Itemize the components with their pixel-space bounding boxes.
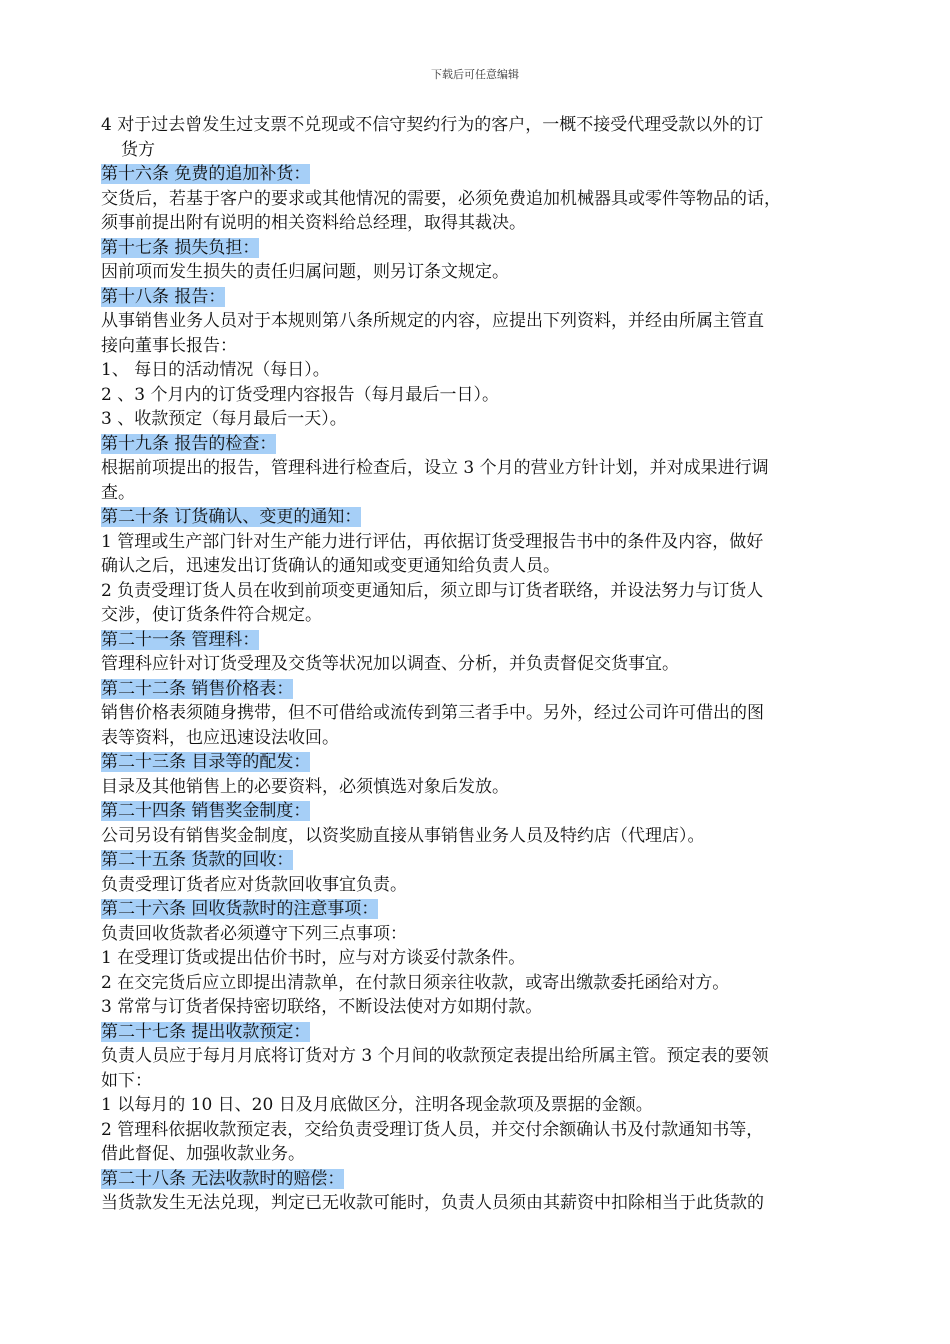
article-heading [101, 628, 861, 653]
body-line [101, 1093, 861, 1118]
body-line [101, 407, 861, 432]
body-line [101, 309, 861, 334]
body-line [101, 138, 861, 163]
body-line-text: 1 管理或生产部门针对生产能力进行评估，再依据订货受理报告书中的条件及内容，做好 [101, 531, 764, 552]
body-line [101, 334, 861, 359]
body-line-text: 如下： [101, 1070, 152, 1091]
article-heading [101, 505, 861, 530]
article-heading-text: 第二十一条 管理科： [101, 629, 260, 650]
article-heading-text: 第二十条 订货确认、变更的通知： [101, 507, 362, 527]
body-line-text: 管理科应针对订货受理及交货等状况加以调查、分析，并负责督促交货事宜。 [101, 654, 679, 674]
body-line-text: 1、 每日的活动情况（每日）。 [101, 360, 330, 380]
body-line-text: 借此督促、加强收款业务。 [101, 1144, 305, 1164]
article-heading [101, 162, 861, 187]
body-line-text: 1 以每月的 10 日、20 日及月底做区分，注明各现金款项及票据的金额。 [101, 1095, 653, 1115]
body-line-text: 交涉，使订货条件符合规定。 [101, 605, 322, 625]
body-line [101, 922, 861, 947]
body-line [101, 1118, 861, 1143]
body-line-text: 当货款发生无法兑现，判定已无收款可能时，负责人员须由其薪资中扣除相当于此货款的 [101, 1193, 764, 1213]
article-heading [101, 285, 861, 310]
body-line-text: 负责受理订货者应对货款回收事宜负责。 [101, 874, 407, 895]
body-line-text: 2 、3 个月内的订货受理内容报告（每月最后一日）。 [101, 384, 499, 405]
body-line [101, 1069, 861, 1094]
body-line-text: 须事前提出附有说明的相关资料给总经理，取得其裁决。 [101, 213, 526, 233]
body-line-text: 确认之后，迅速发出订货确认的通知或变更通知给负责人员。 [101, 556, 560, 576]
body-line [101, 652, 861, 677]
body-line [101, 775, 861, 800]
article-heading-text: 第二十二条 销售价格表： [101, 678, 294, 699]
body-line-text: 负责人员应于每月月底将订货对方 3 个月间的收款预定表提出给所属主管。预定表的要领 [101, 1046, 769, 1066]
body-line-text: 查。 [101, 482, 135, 503]
body-line-text: 接向董事长报告： [101, 335, 237, 356]
body-line [101, 1191, 861, 1216]
page-header: 下载后可任意编辑 [431, 68, 519, 81]
article-heading [101, 848, 861, 873]
body-line [101, 554, 861, 579]
article-heading-text: 第十八条 报告： [101, 286, 226, 307]
article-heading [101, 897, 861, 922]
article-heading-text: 第二十五条 货款的回收： [101, 850, 294, 870]
article-heading [101, 799, 861, 824]
article-heading-text: 第十七条 损失负担： [101, 237, 260, 258]
body-line-text: 负责回收货款者必须遵守下列三点事项： [101, 923, 407, 944]
body-line [101, 530, 861, 555]
body-line [101, 824, 861, 849]
body-line [101, 456, 861, 481]
body-line [101, 971, 861, 996]
body-line [101, 187, 861, 212]
body-line-text: 交货后，若基于客户的要求或其他情况的需要，必须免费追加机械器具或零件等物品的话， [101, 188, 781, 209]
article-heading-text: 第二十六条 回收货款时的注意事项： [101, 899, 379, 919]
article-heading [101, 750, 861, 775]
body-line [101, 383, 861, 408]
document-body [101, 113, 861, 1216]
body-line-text: 货方 [121, 139, 155, 160]
body-line-text: 4 对于过去曾发生过支票不兑现或不信守契约行为的客户，一概不接受代理受款以外的订 [101, 115, 764, 135]
body-line-text: 公司另设有销售奖金制度，以资奖励直接从事销售业务人员及特约店（代理店）。 [101, 825, 705, 846]
body-line [101, 113, 861, 138]
body-line-text: 根据前项提出的报告，管理科进行检查后，设立 3 个月的营业方针计划，并对成果进行调 [101, 458, 769, 478]
body-line-text: 2 管理科依据收款预定表，交给负责受理订货人员，并交付余额确认书及付款通知书等， [101, 1119, 764, 1140]
article-heading-text: 第二十四条 销售奖金制度： [101, 801, 311, 821]
article-heading-text: 第二十八条 无法收款时的赔偿： [101, 1168, 345, 1189]
body-line-text: 表等资料，也应迅速设法收回。 [101, 727, 339, 748]
article-heading [101, 1020, 861, 1045]
body-line-text: 2 负责受理订货人员在收到前项变更通知后，须立即与订货者联络，并设法努力与订货人 [101, 580, 764, 601]
body-line [101, 726, 861, 751]
body-line [101, 1044, 861, 1069]
body-line-text: 3 常常与订货者保持密切联络，不断设法使对方如期付款。 [101, 997, 543, 1017]
article-heading-text: 第十九条 报告的检查： [101, 433, 277, 454]
article-heading-text: 第十六条 免费的追加补货： [101, 164, 311, 184]
body-line [101, 579, 861, 604]
body-line-text: 从事销售业务人员对于本规则第八条所规定的内容，应提出下列资料，并经由所属主管直 [101, 311, 764, 331]
body-line-text: 2 在交完货后应立即提出清款单，在付款日须亲往收款，或寄出缴款委托函给对方。 [101, 972, 730, 993]
article-heading [101, 1167, 861, 1192]
body-line-text: 3 、收款预定（每月最后一天）。 [101, 409, 347, 429]
body-line [101, 995, 861, 1020]
article-heading-text: 第二十三条 目录等的配发： [101, 752, 311, 772]
article-heading [101, 677, 861, 702]
body-line [101, 701, 861, 726]
body-line-text: 1 在受理订货或提出估价书时，应与对方谈妥付款条件。 [101, 948, 526, 968]
body-line [101, 1142, 861, 1167]
body-line [101, 260, 861, 285]
body-line [101, 873, 861, 898]
body-line [101, 211, 861, 236]
body-line-text: 目录及其他销售上的必要资料，必须慎选对象后发放。 [101, 776, 509, 797]
article-heading-text: 第二十七条 提出收款预定： [101, 1021, 311, 1042]
body-line [101, 481, 861, 506]
article-heading [101, 432, 861, 457]
body-line-text: 销售价格表须随身携带，但不可借给或流传到第三者手中。另外，经过公司许可借出的图 [101, 703, 764, 723]
article-heading [101, 236, 861, 261]
body-line [101, 946, 861, 971]
body-line-text: 因前项而发生损失的责任归属问题，则另订条文规定。 [101, 262, 509, 282]
body-line [101, 603, 861, 628]
body-line [101, 358, 861, 383]
